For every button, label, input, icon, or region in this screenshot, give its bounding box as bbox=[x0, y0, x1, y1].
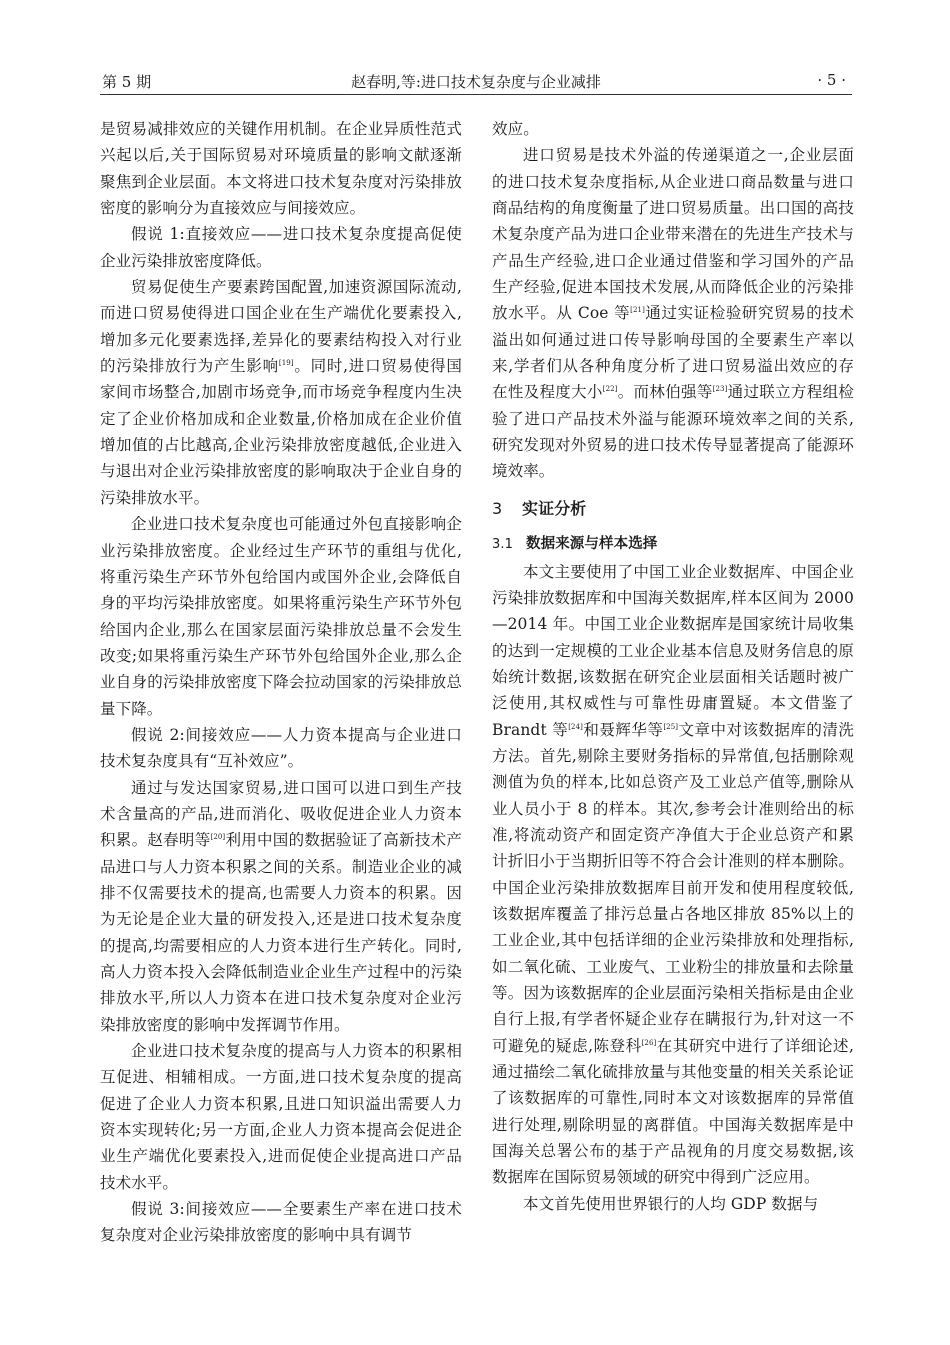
paragraph: 本文首先使用世界银行的人均 GDP 数据与 bbox=[523, 1194, 819, 1213]
paragraph bbox=[100, 775, 462, 1038]
text-run: 利用中国的数据验证了高新技术产品进口与人力资本积累之间的关系。制造业企业的减排不仅需要技术的提高,也需要人力资本的积累。因为无论是企业大量的研发投入,还是进口技术复杂度的提高,均需要相应的人力资本进行生产转化。同时,高人力资本投入会降低制造业企业生产过程中的污染排放水平,所以人力资本在进口技术复杂度对企业污染排放密度的影响中发挥调节作用。 bbox=[100, 831, 462, 1034]
page-number: · 5 · bbox=[817, 71, 846, 89]
citation: [23] bbox=[712, 385, 728, 394]
citation: [22] bbox=[602, 385, 618, 394]
article-title: 赵春明,等:进口技术复杂度与企业减排 bbox=[351, 73, 601, 91]
text-run: 通过与发达国家贸易,进口国可以进口到生产技术含量高的产品,进而消化、吸收促进企业人力资本积累。赵春明等 bbox=[100, 778, 462, 850]
section-title: 实证分析 bbox=[522, 498, 587, 518]
left-column bbox=[100, 116, 462, 1249]
citation: [26] bbox=[641, 1038, 657, 1047]
paragraph bbox=[492, 559, 854, 1191]
text-run: 文章中对该数据库的清洗方法。首先,剔除主要财务指标的异常值,包括删除观测值为负的样本,比如总资产及工业总产值等,删除从业人员小于 8 的样本。其次,参考会计准则给出的标准,将流动资产和固定资产净值大于企业总资产和累计折旧小于当期折旧等不符合会计准则的样本删除。中国企业污染排放数据库目前开发和使用程度较低,该数据库覆盖了排污总量占各地区排放 85%以上的工业企业,其中包括详细的企业污染排放和处理指标,如二氧化硫、工业废气、工业粉尘的排放量和去除量等。因为该数据库的企业层面污染相关指标是由企业自行上报,有学者怀疑企业存在瞒报行为,针对这一不可避免的疑虑,陈登科 bbox=[492, 720, 854, 1055]
text-run: 贸易促使生产要素跨国配置,加速资源国际流动,而进口贸易使得进口国企业在生产端优化要素投入,增加多元化要素选择,差异化的要素结构投入对行业的污染排放行为产生影响 bbox=[100, 278, 462, 376]
text-run: 通过联立方程组检验了进口产品技术外溢与能源环境效率之间的关系,研究发现对外贸易的进口技术传导显著提高了能源环境效率。 bbox=[492, 383, 854, 481]
subsection-title: 数据来源与样本选择 bbox=[526, 536, 658, 553]
paragraph bbox=[100, 274, 462, 511]
issue-number: 第 5 期 bbox=[102, 73, 152, 91]
text-run: 在其研究中进行了详细论述,通过描绘二氧化硫排放量与其他变量的相关关系论证了该数据库的可靠性,同时本文对该数据库的异常值进行处理,剔除明显的离群值。中国海关数据库是中国海关总署公布的基于产品视角的月度交易数据,该数据库在国际贸易领域的研究中得到广泛应用。 bbox=[492, 1036, 854, 1187]
subsection-number: 3.1 bbox=[492, 537, 513, 553]
right-column bbox=[492, 116, 854, 1217]
paragraph: 效应。 bbox=[492, 120, 539, 138]
text-run: 。同时,进口贸易使得国家间市场整合,加剧市场竞争,而市场竞争程度内生决定了企业价格加成和企业数量,价格加成在企业价值增加值的占比越高,企业污染排放密度越低,企业进入与退出对企业污染排放密度的影响取决于企业自身的污染排放水平。 bbox=[100, 357, 462, 507]
citation: [19] bbox=[278, 359, 294, 368]
hypothesis-3: 假说 3:间接效应——全要素生产率在进口技术复杂度对企业污染排放密度的影响中具有调节 bbox=[100, 1200, 462, 1245]
running-header bbox=[100, 68, 852, 95]
paragraph: 企业进口技术复杂度也可能通过外包直接影响企业污染排放密度。企业经过生产环节的重组与优化,将重污染生产环节外包给国内或国外企业,会降低自身的平均污染排放密度。如果将重污染生产环节外包给国内企业,那么在国家层面污染排放总量不会发生改变;如果将重污染生产环节外包给国外企业,那么企业自身的污染排放密度下降会拉动国家的污染排放总量下降。 bbox=[100, 515, 462, 718]
text-run: 本文主要使用了中国工业企业数据库、中国企业污染排放数据库和中国海关数据库,样本区间为 2000—2014 年。中国工业企业数据库是国家统计局收集的达到一定规模的工业企业基本信息及财务信息的原始统计数据,该数据在研究企业层面相关话题时被广泛使用,其权威性与可靠性毋庸置疑。本文借鉴了 Brandt 等 bbox=[492, 562, 854, 739]
hypothesis-1: 假说 1:直接效应——进口技术复杂度提高促使企业污染排放密度降低。 bbox=[100, 225, 462, 270]
text-run: 。而林伯强等 bbox=[617, 383, 713, 402]
citation: [21] bbox=[630, 306, 645, 315]
citation: [25] bbox=[663, 722, 679, 731]
section-number: 3 bbox=[492, 498, 503, 518]
hypothesis-2: 假说 2:间接效应——人力资本提高与企业进口技术复杂度具有“互补效应”。 bbox=[100, 725, 462, 771]
citation: [24] bbox=[568, 722, 583, 731]
paragraph bbox=[492, 142, 854, 484]
section-heading bbox=[492, 496, 854, 522]
paragraph: 企业进口技术复杂度的提高与人力资本的积累相互促进、相辅相成。一方面,进口技术复杂度的提高促进了企业人力资本积累,且进口知识溢出需要人力资本实现转化;另一方面,企业人力资本提高会促进企业生产端优化要素投入,进而促使企业提高进口产品技术水平。 bbox=[100, 1042, 462, 1192]
text-run: 进口贸易是技术外溢的传递渠道之一,企业层面的进口技术复杂度指标,从企业进口商品数量与进口商品结构的角度衡量了进口贸易质量。出口国的高技术复杂度产品为进口企业带来潜在的先进生产技术与产品生产经验,进口企业通过借鉴和学习国外的产品生产经验,促进本国技术发展,从而降低企业的污染排放水平。从 Coe 等 bbox=[492, 146, 854, 323]
subsection-heading bbox=[492, 531, 854, 558]
citation: [20] bbox=[210, 833, 226, 842]
paragraph: 是贸易减排效应的关键作用机制。在企业异质性范式兴起以后,关于国际贸易对环境质量的影响文献逐渐聚焦到企业层面。本文将进口技术复杂度对污染排放密度的影响分为直接效应与间接效应。 bbox=[100, 120, 462, 218]
text-run: 和聂辉华等 bbox=[582, 720, 664, 739]
text-run: 通过实证检验研究贸易的技术溢出如何通过进口传导影响母国的全要素生产率以来,学者们从各种角度分析了进口贸易溢出效应的存在性及程度大小 bbox=[492, 304, 854, 402]
